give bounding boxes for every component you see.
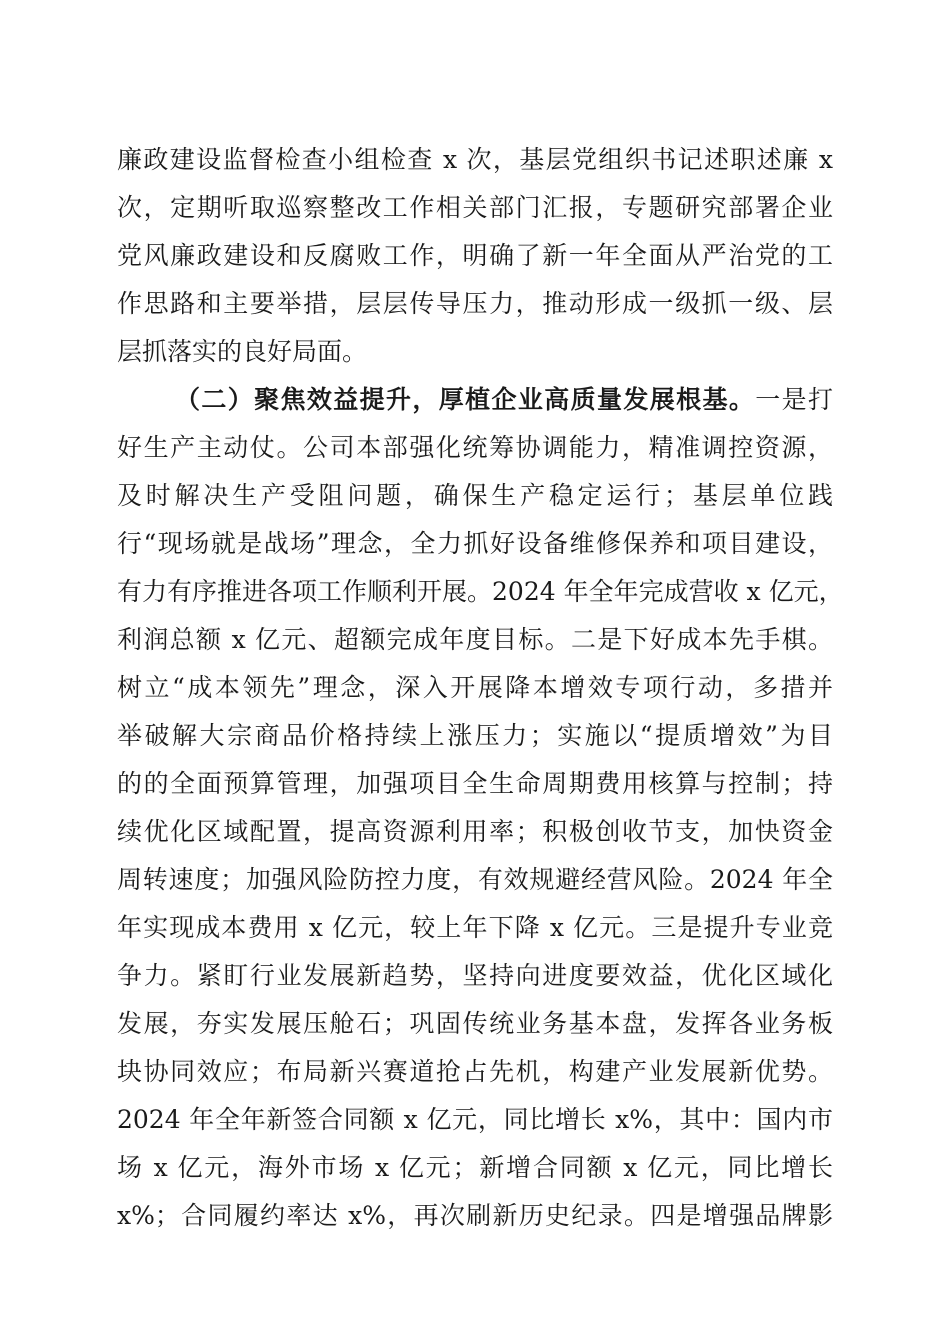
paragraph-1-line-3: 党风廉政建设和反腐败工作，明确了新一年全面从严治党的工: [117, 241, 833, 270]
paragraph-1-line-2: 次，定期听取巡察整改工作相关部门汇报，专题研究部署企业: [117, 193, 833, 222]
paragraph-2-line-17: 场 x 亿元，海外市场 x 亿元；新增合同额 x 亿元，同比增长: [117, 1153, 833, 1182]
paragraph-2-line-3: 及时解决生产受阻问题，确保生产稳定运行；基层单位践: [117, 481, 833, 510]
paragraph-2-line-1-text: 一是打: [755, 385, 833, 414]
paragraph-2-line-16: 2024 年全年新签合同额 x 亿元，同比增长 x%，其中：国内市: [117, 1105, 833, 1134]
paragraph-2-line-13: 争力。紧盯行业发展新趋势，坚持向进度要效益，优化区域化: [117, 961, 833, 990]
paragraph-1-line-1: 廉政建设监督检查小组检查 x 次，基层党组织书记述职述廉 x: [117, 145, 833, 174]
paragraph-2-line-11: 周转速度；加强风险防控力度，有效规避经营风险。2024 年全: [117, 865, 833, 894]
paragraph-2-line-2: 好生产主动仗。公司本部强化统筹协调能力，精准调控资源，: [117, 433, 833, 462]
paragraph-2-line-15: 块协同效应；布局新兴赛道抢占先机，构建产业发展新优势。: [117, 1057, 833, 1086]
paragraph-2-line-14: 发展，夯实发展压舱石；巩固传统业务基本盘，发挥各业务板: [117, 1009, 833, 1038]
paragraph-1-line-4: 作思路和主要举措，层层传导压力，推动形成一级抓一级、层: [117, 289, 833, 318]
paragraph-2-line-10: 续优化区域配置，提高资源利用率；积极创收节支，加快资金: [117, 817, 833, 846]
paragraph-2-line-8: 举破解大宗商品价格持续上涨压力；实施以“提质增效”为目: [117, 721, 833, 750]
section-heading: （二）聚焦效益提升，厚植企业高质量发展根基。: [175, 385, 756, 414]
paragraph-2-line-1: [175, 380, 833, 420]
paragraph-2-line-7: 树立“成本领先”理念，深入开展降本增效专项行动，多措并: [117, 673, 833, 702]
paragraph-2-line-9: 的的全面预算管理，加强项目全生命周期费用核算与控制；持: [117, 769, 833, 798]
paragraph-2-line-4: 行“现场就是战场”理念，全力抓好设备维修保养和项目建设，: [117, 529, 833, 558]
paragraph-2-line-6: 利润总额 x 亿元、超额完成年度目标。二是下好成本先手棋。: [117, 625, 833, 654]
paragraph-2-line-18: x%；合同履约率达 x%，再次刷新历史纪录。四是增强品牌影: [117, 1201, 833, 1230]
paragraph-2-line-5: 有力有序推进各项工作顺利开展。2024 年全年完成营收 x 亿元，: [117, 577, 844, 606]
paragraph-2-line-12: 年实现成本费用 x 亿元，较上年下降 x 亿元。三是提升专业竞: [117, 913, 833, 942]
paragraph-1-line-5: 层抓落实的良好局面。: [117, 337, 368, 366]
